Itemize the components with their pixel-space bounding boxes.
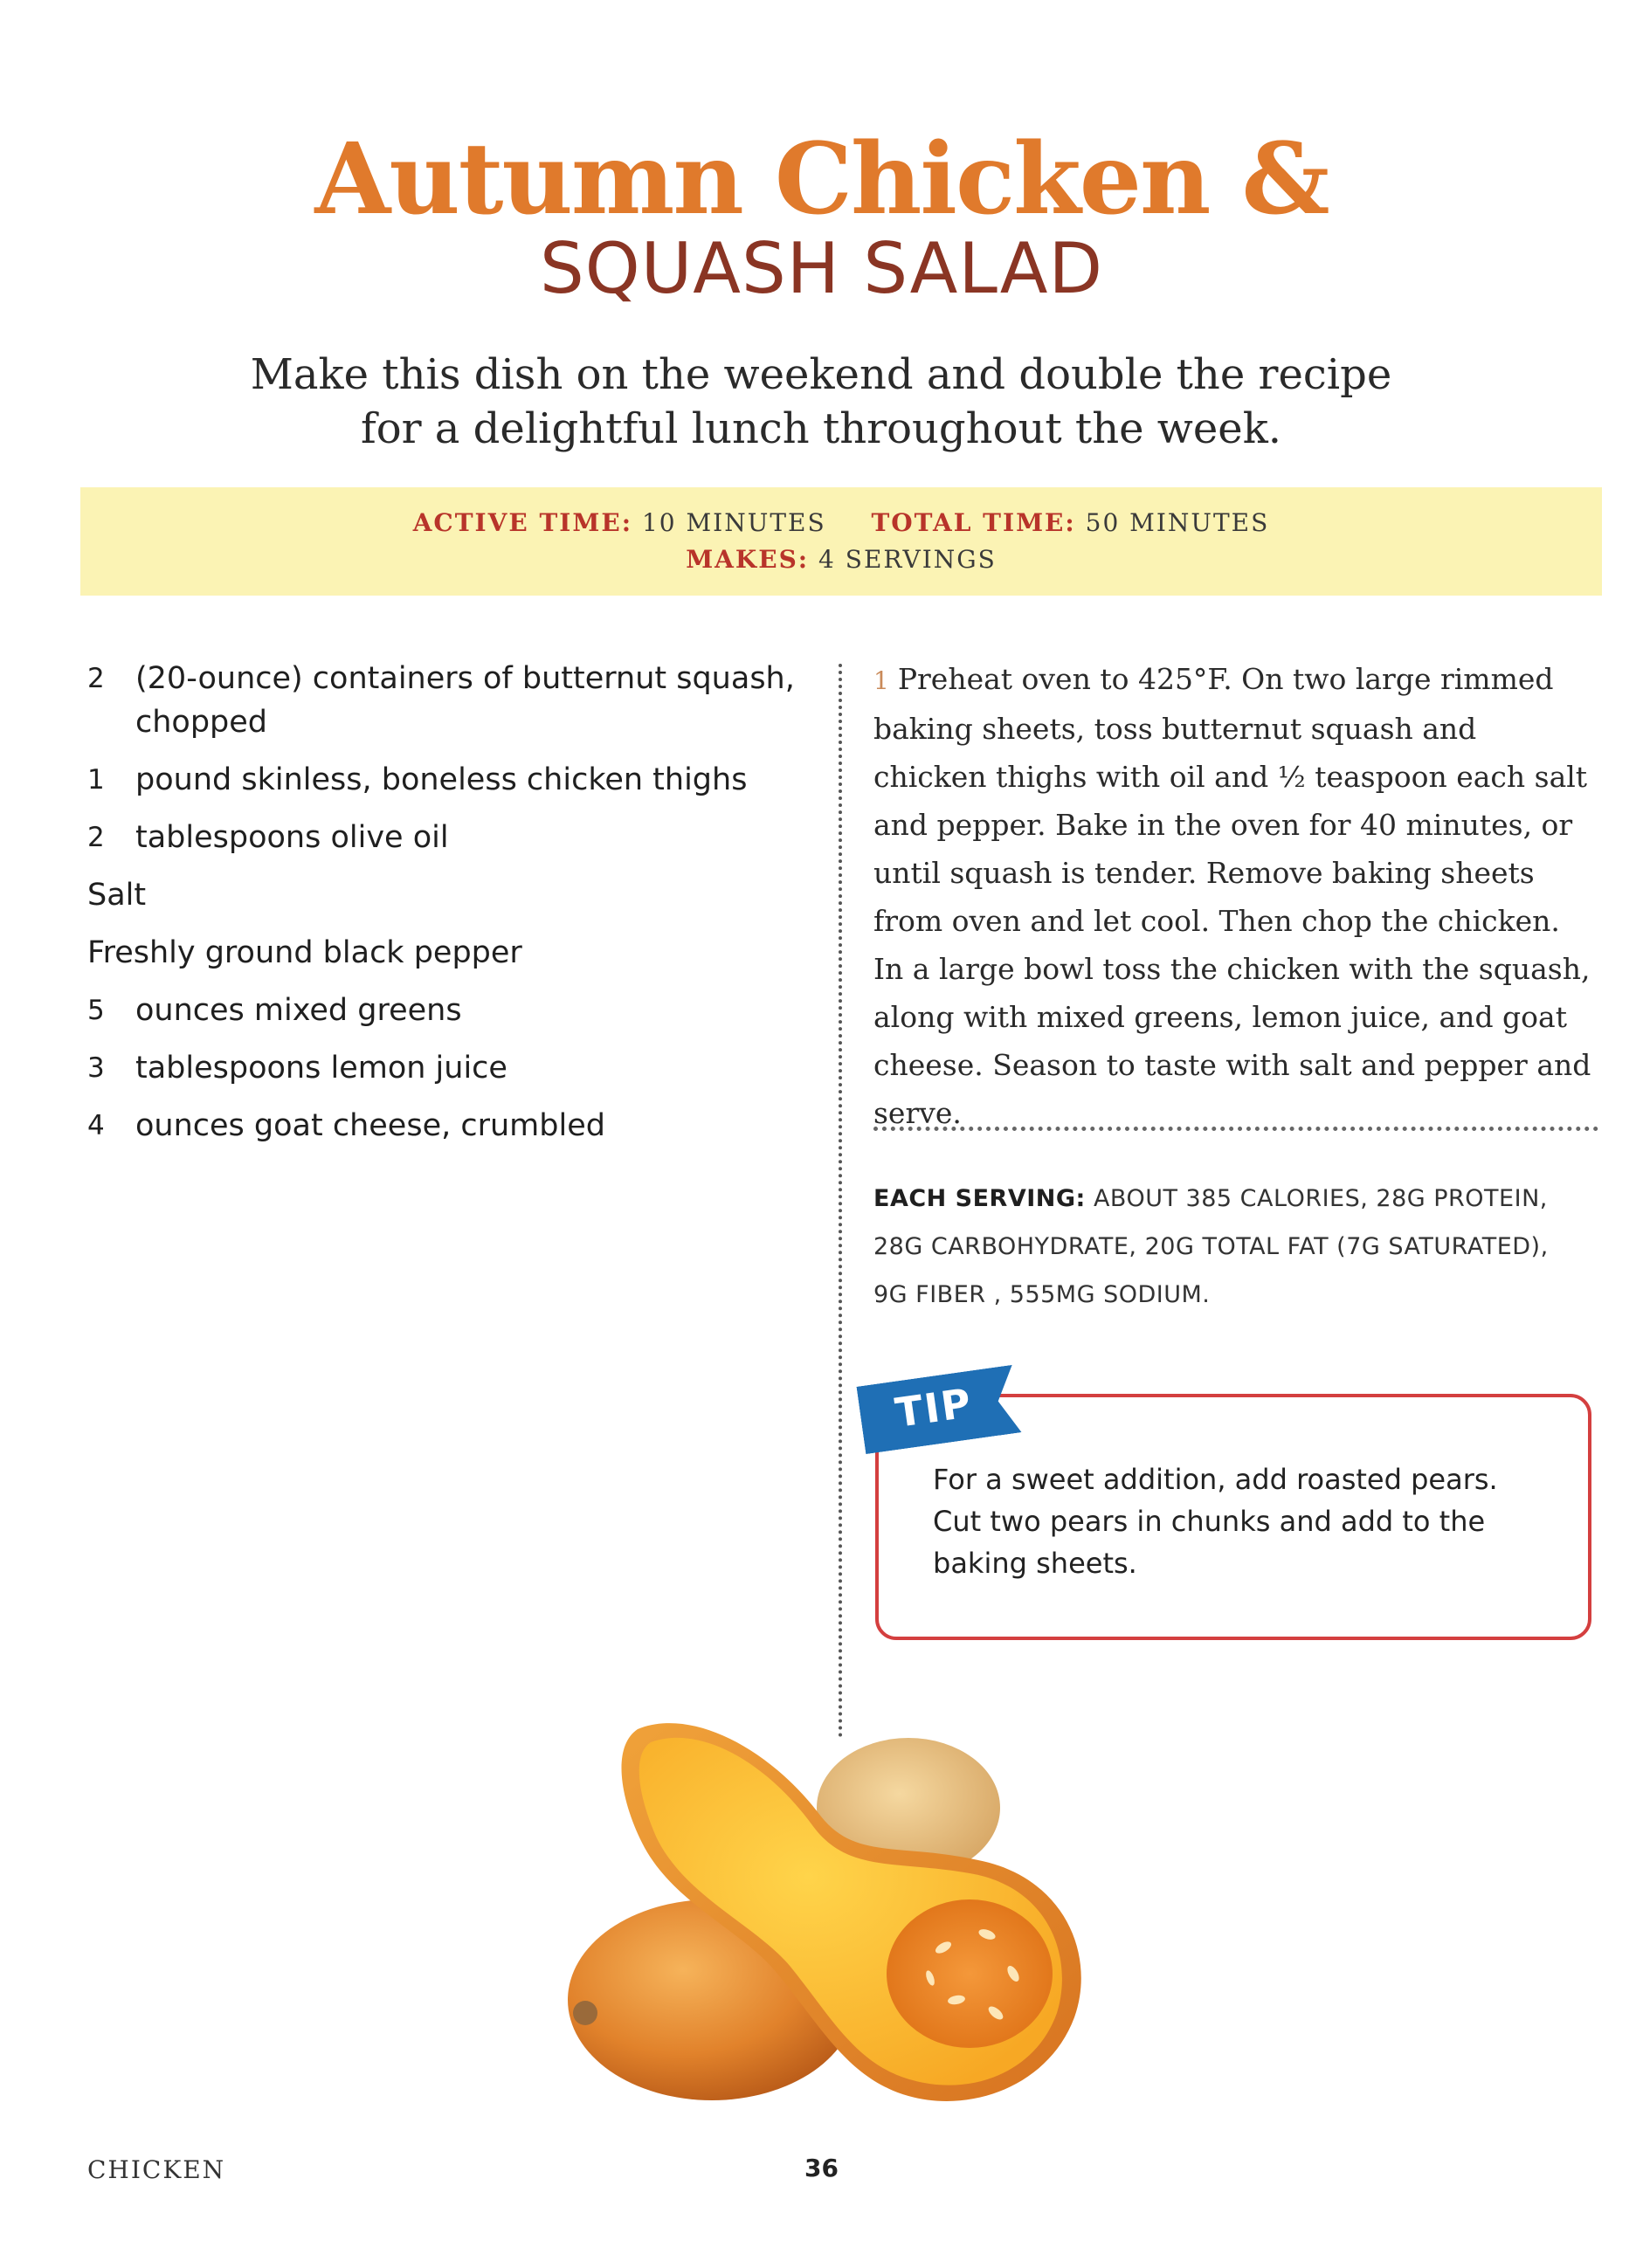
makes-value: 4 SERVINGS [818, 545, 997, 574]
ingredient-text: Salt [87, 878, 147, 913]
ingredient-text: pound skinless, boneless chicken thighs [135, 762, 748, 797]
ingredient-item [87, 816, 804, 859]
butternut-squash-image [559, 1712, 1118, 2113]
ingredient-item [87, 657, 804, 744]
ingredient-text: (20-ounce) containers of butternut squash, chopped [135, 661, 795, 740]
ingredient-qty: 1 [87, 764, 105, 796]
squash-stem-end [573, 2001, 597, 2025]
ingredient-item [87, 1104, 804, 1148]
nutrition-text: ABOUT 385 CALORIES, 28G PROTEIN, 28G CARBOHYDRATE, 20G TOTAL FAT (7G SATURATED), 9G FIBER , 555MG SODIUM. [873, 1185, 1549, 1308]
active-time-label: ACTIVE TIME: [412, 508, 633, 537]
ingredient-item [87, 873, 804, 917]
tip-line: baking sheets. [933, 1547, 1137, 1580]
ingredient-qty: 4 [87, 1110, 105, 1141]
ingredients-list [87, 657, 804, 1162]
section-divider [873, 1127, 1598, 1131]
tip-line: Cut two pears in chunks and add to the [933, 1505, 1486, 1538]
ingredient-item [87, 931, 804, 975]
ingredient-text: ounces goat cheese, crumbled [135, 1108, 605, 1143]
makes-row [80, 545, 1602, 574]
time-row [80, 508, 1602, 537]
total-time-label: TOTAL TIME: [871, 508, 1076, 537]
intro-text [210, 348, 1432, 456]
ingredient-qty: 2 [87, 822, 105, 853]
recipe-title: Autumn Chicken & [314, 122, 1329, 237]
squash-seed-cavity [887, 1899, 1053, 2048]
active-time-value: 10 MINUTES [641, 508, 826, 537]
page-number: 36 [804, 2154, 839, 2182]
tip-label: TIP [892, 1379, 976, 1437]
tip-line: For a sweet addition, add roasted pears. [933, 1463, 1498, 1496]
tip-text [933, 1458, 1544, 1584]
column-divider [839, 664, 842, 1738]
intro-line: for a delightful lunch throughout the week. [360, 404, 1282, 453]
step-number: 1 [873, 666, 889, 695]
ingredient-qty: 3 [87, 1052, 105, 1084]
nutrition-label: EACH SERVING: [873, 1185, 1086, 1212]
step-text: Preheat oven to 425°F. On two large rimmed baking sheets, toss butternut squash and chicken thighs with oil and ½ teaspoon each salt and pepper. Bake in the oven for 40 minutes, or until squash is tender. Remove baking sheets from oven and let cool. Then chop the chicken. In a large bowl toss the chicken with the squash, along with mixed greens, lemon juice, and goat cheese. Season to taste with salt and pepper and serve. [873, 662, 1591, 1130]
total-time-value: 50 MINUTES [1085, 508, 1270, 537]
ingredient-qty: 5 [87, 995, 105, 1026]
intro-line: Make this dish on the weekend and double the recipe [250, 350, 1392, 399]
nutrition-info [873, 1175, 1590, 1319]
ingredient-item [87, 989, 804, 1032]
recipe-subtitle: SQUASH SALAD [539, 228, 1104, 309]
ingredient-item [87, 1046, 804, 1090]
ingredient-qty: 2 [87, 663, 105, 694]
direction-step [873, 655, 1598, 1137]
ingredient-text: tablespoons olive oil [135, 820, 449, 855]
ingredient-text: tablespoons lemon juice [135, 1051, 507, 1086]
ingredient-item [87, 758, 804, 802]
makes-label: MAKES: [686, 545, 810, 574]
section-name: CHICKEN [87, 2155, 226, 2184]
ingredient-text: ounces mixed greens [135, 993, 462, 1028]
ingredient-text: Freshly ground black pepper [87, 935, 522, 970]
time-info-band [80, 487, 1602, 596]
